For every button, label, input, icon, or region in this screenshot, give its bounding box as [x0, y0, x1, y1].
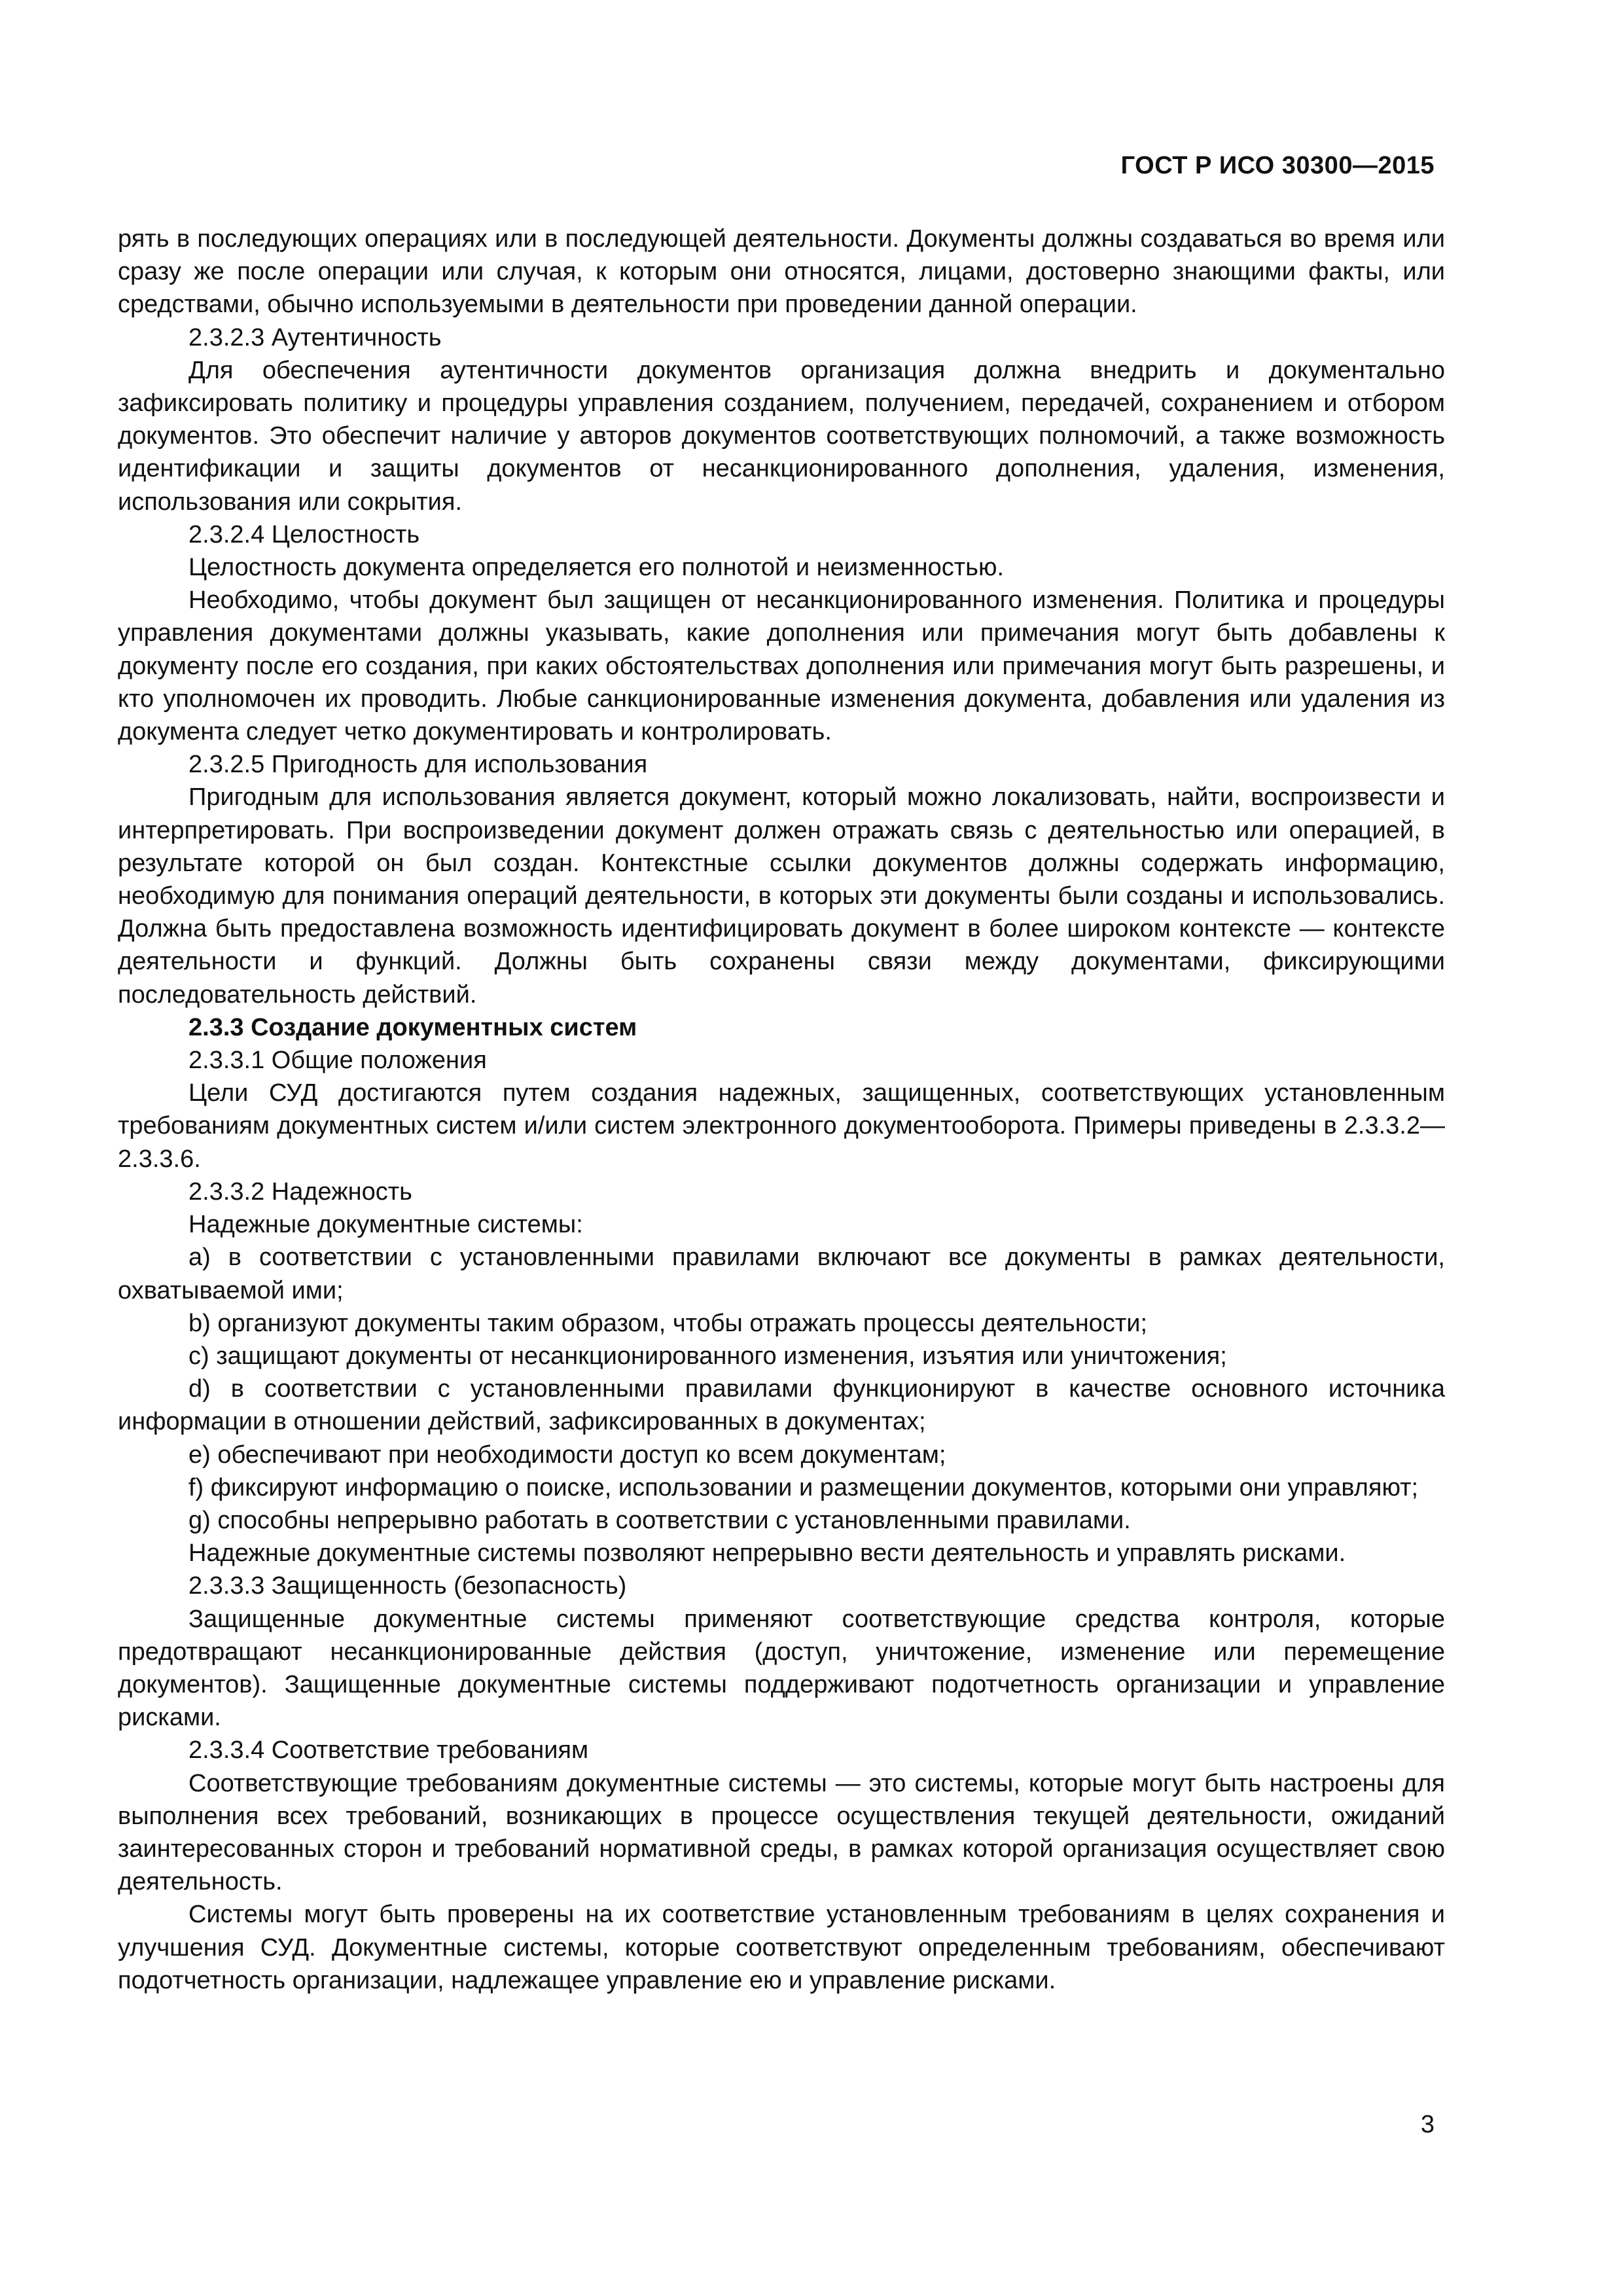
- section-heading: 2.3.3.2 Надежность: [188, 1177, 412, 1206]
- page-number: 3: [1420, 2111, 1435, 2138]
- list-item: a) в соответствии с установленными правилами включают все документы в рамках деятельности, охватываемой ими;: [118, 1244, 1445, 1304]
- paragraph: Для обеспечения аутентичности документов организация должна внедрить и документально зафиксировать политику и процедуры управления созданием, получением, передачей, сохранением и отбором документов. Это обеспечит наличие у авторов документов соответствующих полномочий, а также возможность идентификации и защиты документов от несанкционированного дополнения, удаления, изменения, использования или сокрытия.: [118, 356, 1445, 516]
- list-item: g) способны непрерывно работать в соответствии с установленными правилами.: [188, 1506, 1131, 1534]
- paragraph: Надежные документные системы:: [188, 1211, 583, 1239]
- paragraph: Защищенные документные системы применяют соответствующие средства контроля, которые предотвращают несанкционированные действия (доступ, уничтожение, изменение или перемещение документов). Защищенные документные системы поддерживают подотчетность организации и управление рисками.: [118, 1605, 1445, 1732]
- document-header: ГОСТ Р ИСО 30300—2015: [1120, 152, 1435, 179]
- section-heading-bold: 2.3.3 Создание документных систем: [188, 1013, 637, 1041]
- paragraph: Соответствующие требованиям документные системы — это системы, которые могут быть настроены для выполнения всех требований, возникающих в процессе осуществления текущей деятельности, ожиданий заинтересованных сторон и требований нормативной среды, в рамках которой организация осуществляет свою деятельность.: [118, 1769, 1445, 1896]
- paragraph: Целостность документа определяется его полнотой и неизменностью.: [188, 554, 1005, 582]
- list-item: e) обеспечивают при необходимости доступ ко всем документам;: [188, 1441, 946, 1469]
- paragraph: Цели СУД достигаются путем создания надежных, защищенных, соответствующих установленным требованиям документных систем и/или систем электронного документооборота. Примеры приведены в 2.3.3.2—2.3.3.6.: [118, 1079, 1445, 1173]
- paragraph: Необходимо, чтобы документ был защищен от несанкционированного изменения. Политика и процедуры управления документами должны указывать, какие дополнения или примечания могут быть добавлены к документу после его создания, при каких обстоятельствах дополнения или примечания могут быть разрешены, и кто уполномочен их проводить. Любые санкционированные изменения документа, добавления или удаления из документа следует четко документировать и контролировать.: [118, 586, 1445, 746]
- list-item: c) защищают документы от несанкционированного изменения, изъятия или уничтожения;: [188, 1342, 1227, 1370]
- paragraph: Надежные документные системы позволяют непрерывно вести деятельность и управлять рисками.: [188, 1539, 1346, 1568]
- document-body: [118, 223, 1445, 1997]
- section-heading: 2.3.3.3 Защищенность (безопасность): [188, 1572, 627, 1600]
- paragraph: рять в последующих операциях или в последующей деятельности. Документы должны создаваться во время или сразу же после операции или случая, к которым они относятся, лицами, достоверно знающими факты, или средствами, обычно используемыми в деятельности при проведении данной операции.: [118, 225, 1445, 319]
- section-heading: 2.3.3.1 Общие положения: [188, 1047, 487, 1075]
- list-item: b) организуют документы таким образом, чтобы отражать процессы деятельности;: [188, 1309, 1148, 1337]
- paragraph: Системы могут быть проверены на их соответствие установленным требованиям в целях сохранения и улучшения СУД. Документные системы, которые соответствуют определенным требованиям, обеспечивают подотчетность организации, надлежащее управление ею и управление рисками.: [118, 1901, 1445, 1994]
- paragraph: Пригодным для использования является документ, который можно локализовать, найти, воспроизвести и интерпретировать. При воспроизведении документ должен отражать связь с деятельностью или операцией, в результате которой он был создан. Контекстные ссылки документов должны содержать информацию, необходимую для понимания операций деятельности, в которых эти документы были созданы и использовались. Должна быть предоставлена возможность идентифицировать документ в более широком контексте — контексте деятельности и функций. Должны быть сохранены связи между документами, фиксирующими последовательность действий.: [118, 783, 1445, 1009]
- section-heading: 2.3.3.4 Соответствие требованиям: [188, 1736, 589, 1765]
- section-heading: 2.3.2.3 Аутентичность: [188, 323, 442, 351]
- list-item: d) в соответствии с установленными правилами функционируют в качестве основного источника информации в отношении действий, зафиксированных в документах;: [118, 1375, 1445, 1436]
- section-heading: 2.3.2.4 Целостность: [188, 520, 420, 548]
- list-item: f) фиксируют информацию о поиске, использовании и размещении документов, которыми они управляют;: [188, 1473, 1419, 1501]
- section-heading: 2.3.2.5 Пригодность для использования: [188, 751, 648, 779]
